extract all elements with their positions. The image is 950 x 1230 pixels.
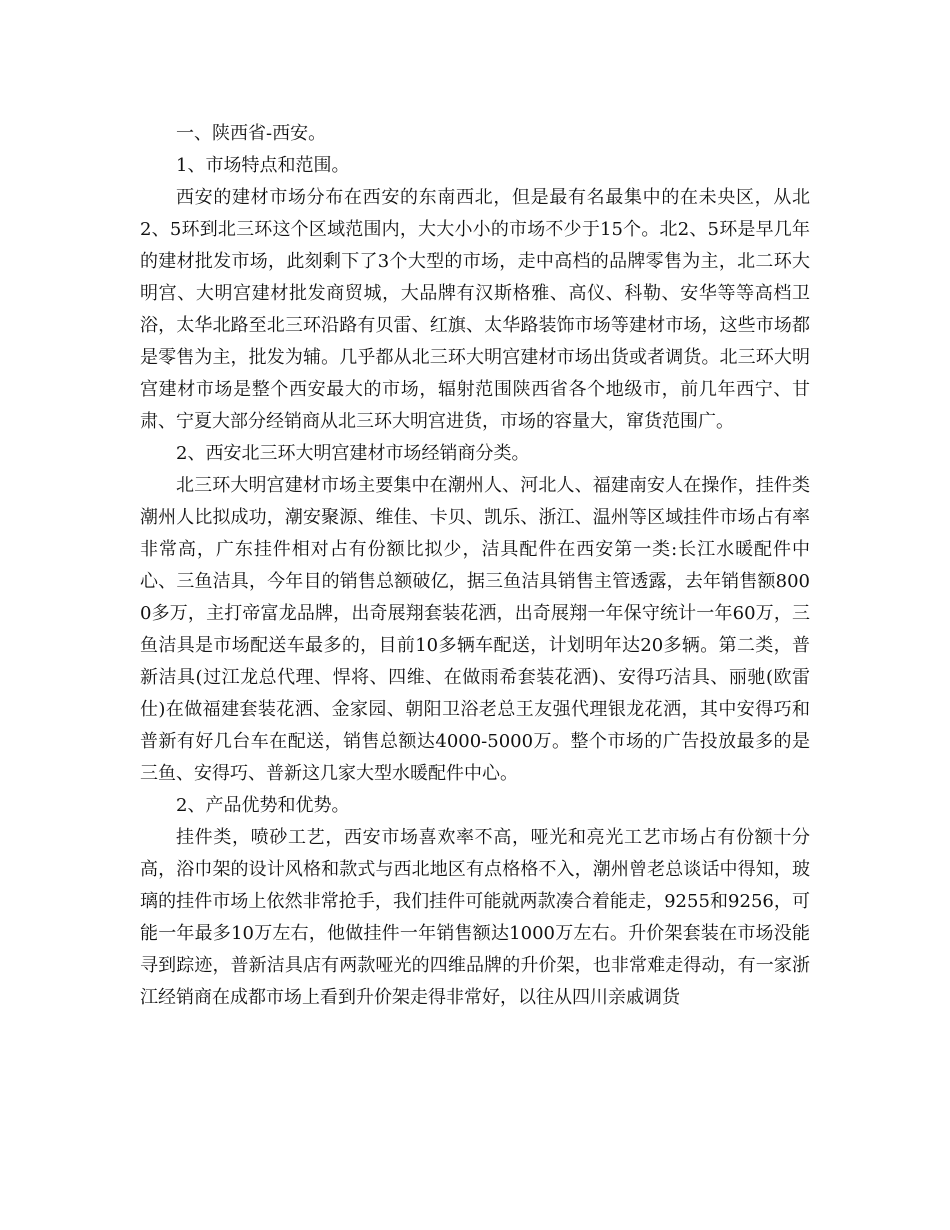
subsection-heading: 1、市场特点和范围。 (176, 155, 350, 176)
section-heading: 一、陕西省-西安。 (176, 123, 327, 144)
body-paragraph: 挂件类，喷砂工艺，西安市场喜欢率不高，哑光和亮光工艺市场占有份额十分高，浴巾架的设计风格和款式与西北地区有点格格不入，潮州曾老总谈话中得知，玻璃的挂件市场上依然非常抢手，我们挂件可能就两款凑合着能走，9255和9256，可能一年最多10万左右，他做挂件一年销售额达1000万左右。升价架套装在市场没能寻到踪迹，普新洁具店有两款哑光的四维品牌的升价架，也非常难走得动，有一家浙江经销商在成都市场上看到升价架走得非常好，以往从四川亲戚调货 (140, 827, 810, 1008)
body-paragraph: 西安的建材市场分布在西安的东南西北，但是最有名最集中的在未央区，从北2、5环到北三环这个区域范围内，大大小小的市场不少于15个。北2、5环是早几年的建材批发市场，此刻剩下了3个大型的市场，走中高档的品牌零售为主，北二环大明宫、大明宫建材批发商贸城，大品牌有汉斯格雅、高仪、科勒、安华等等高档卫浴，太华北路至北三环沿路有贝雷、红旗、太华路装饰市场等建材市场，这些市场都是零售为主，批发为辅。几乎都从北三环大明宫建材市场出货或者调货。北三环大明宫建材市场是整个西安最大的市场，辐射范围陕西省各个地级市，前几年西宁、甘肃、宁夏大部分经销商从北三环大明宫进货，市场的容量大，窜货范围广。 (140, 187, 810, 432)
subsection-heading: 2、西安北三环大明宫建材市场经销商分类。 (176, 443, 530, 464)
subsection-heading: 2、产品优势和优势。 (176, 795, 350, 816)
body-paragraph: 北三环大明宫建材市场主要集中在潮州人、河北人、福建南安人在操作，挂件类潮州人比拟成功，潮安聚源、维佳、卡贝、凯乐、浙江、温州等区域挂件市场占有率非常高，广东挂件相对占有份额比拟少，洁具配件在西安第一类:长江水暖配件中心、三鱼洁具，今年目的销售总额破亿，据三鱼洁具销售主管透露，去年销售额8000多万，主打帝富龙品牌，出奇展翔套装花洒，出奇展翔一年保守统计一年60万，三鱼洁具是市场配送车最多的，目前10多辆车配送，计划明年达20多辆。第二类，普新洁具(过江龙总代理、悍将、四维、在做雨希套装花洒)、安得巧洁具、丽驰(欧雷仕)在做福建套装花洒、金家园、朝阳卫浴老总王友强代理银龙花洒，其中安得巧和普新有好几台车在配送，销售总额达4000-5000万。整个市场的广告投放最多的是三鱼、安得巧、普新这几家大型水暖配件中心。 (140, 475, 810, 784)
